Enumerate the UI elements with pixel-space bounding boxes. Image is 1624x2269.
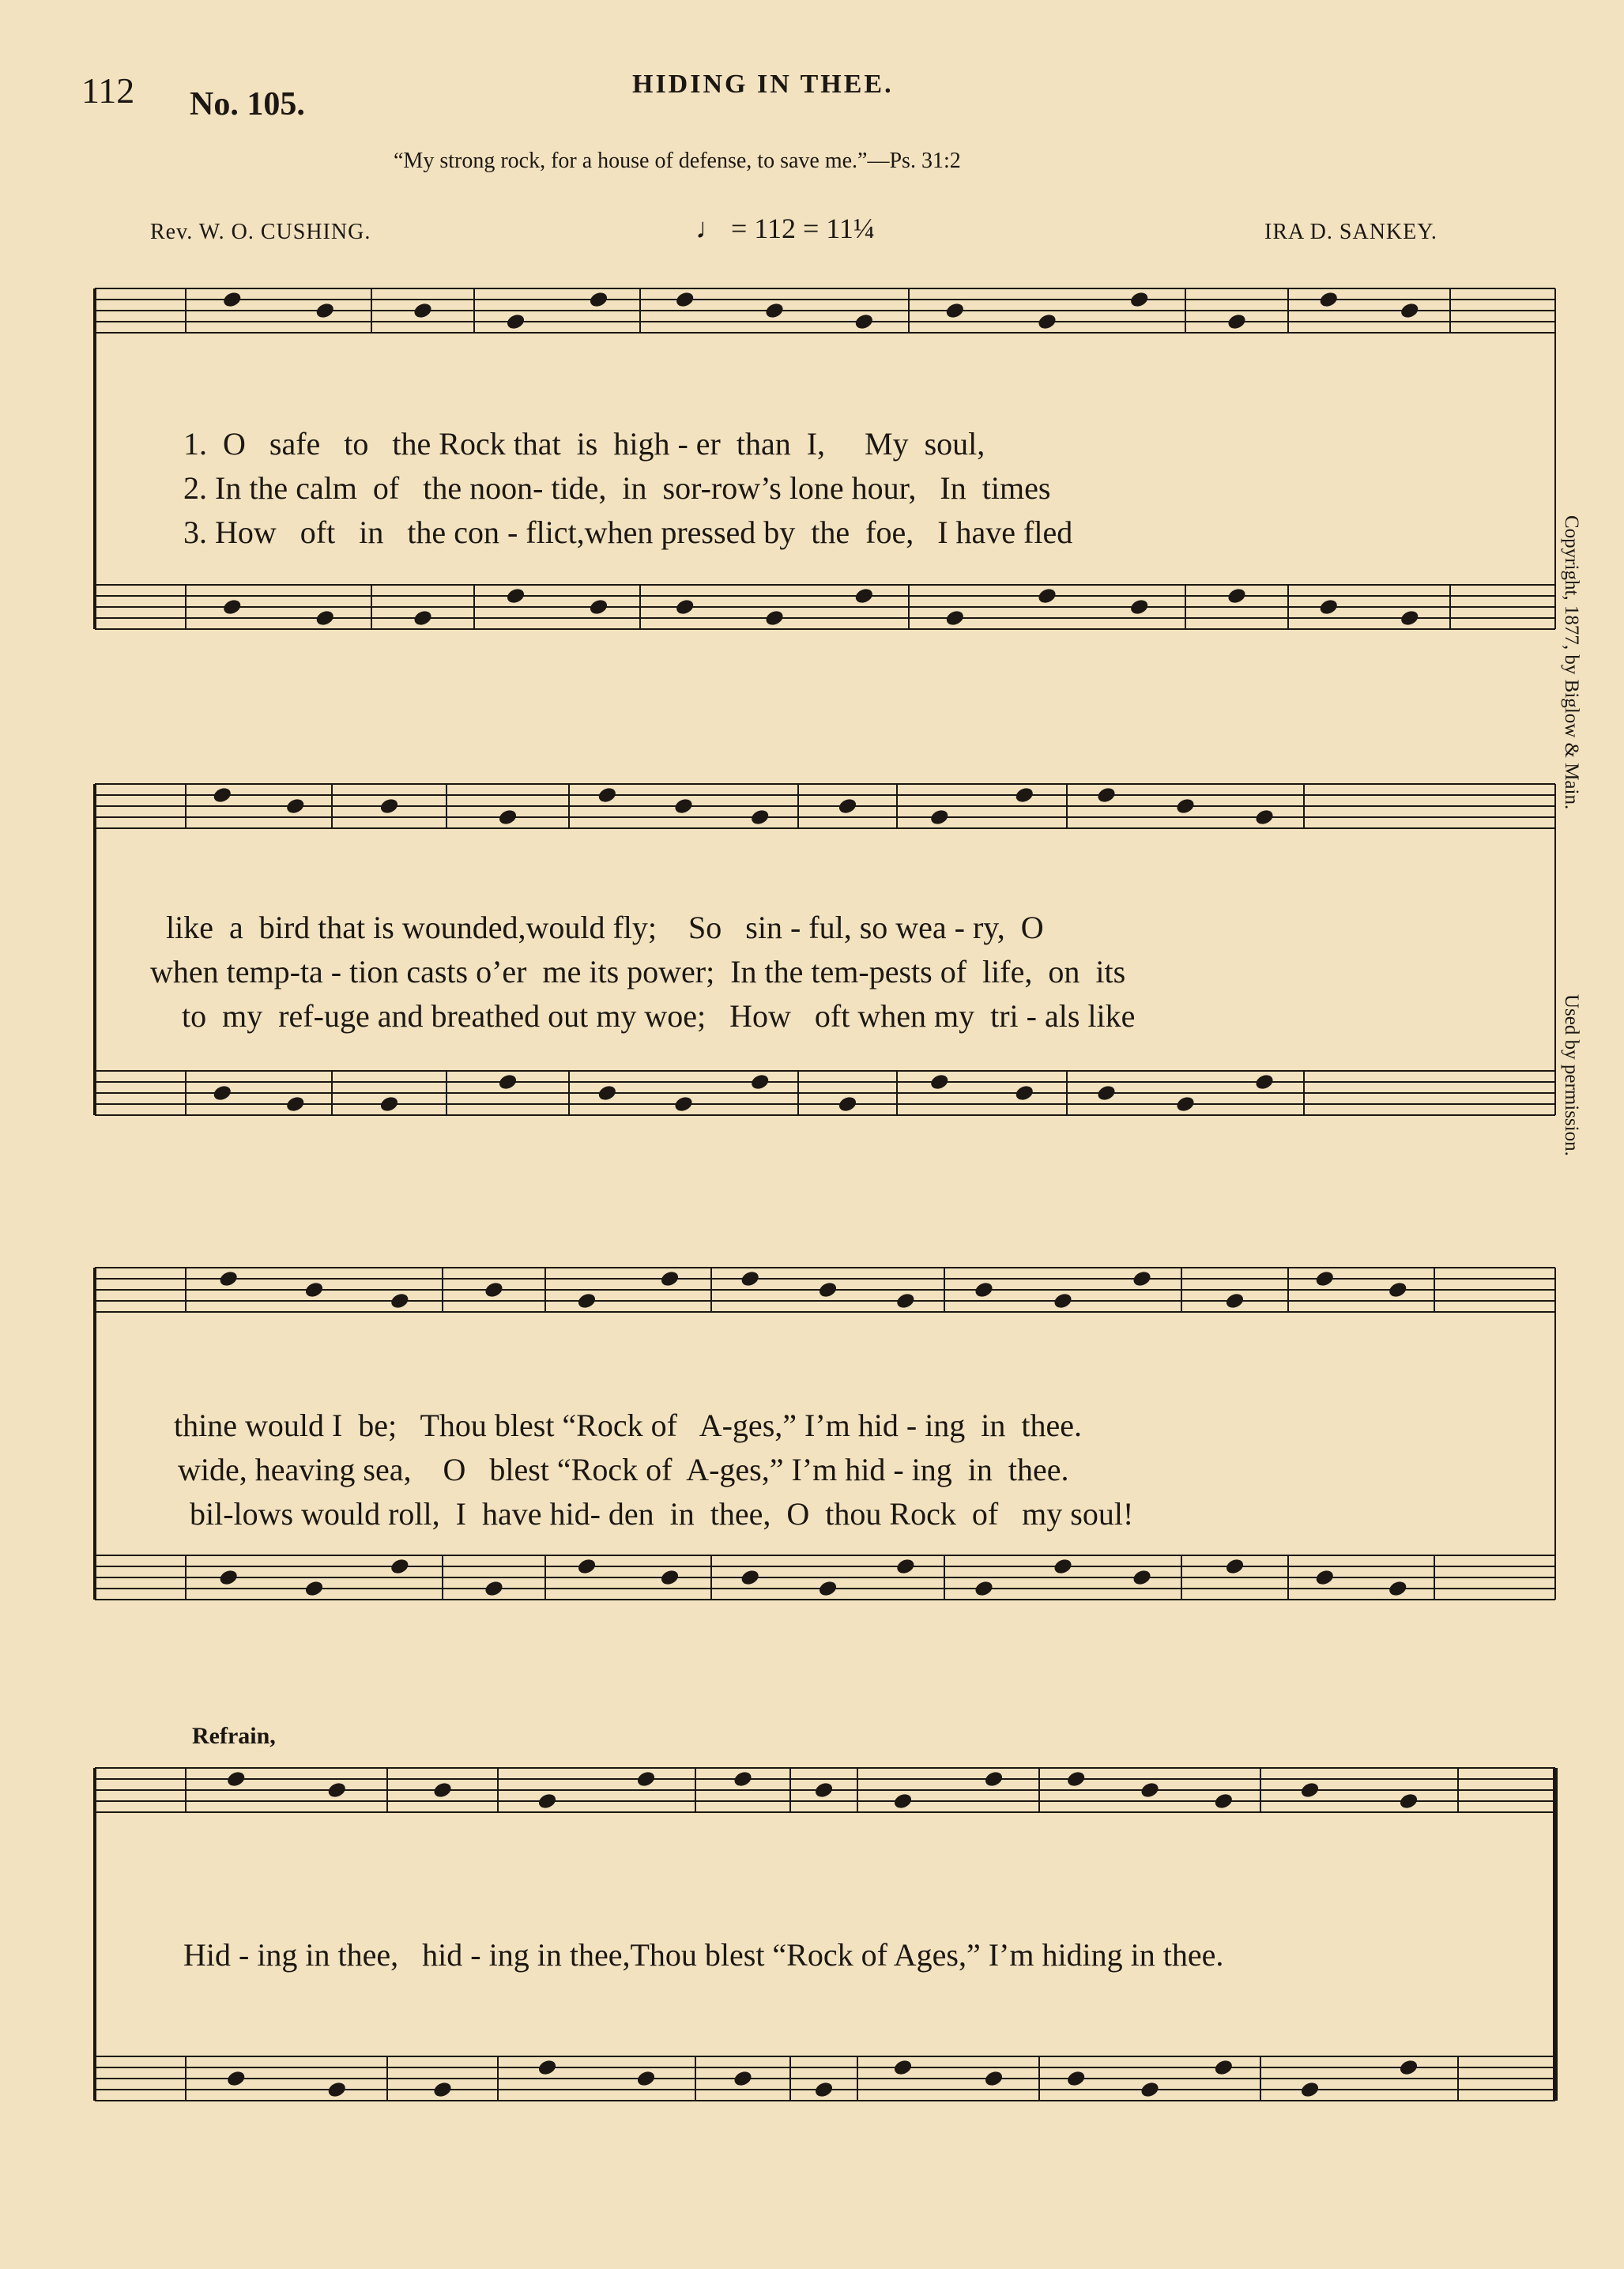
verse-1-line-3: thine would I be; Thou blest “Rock of A-ges,” I’m hid - ing in thee.: [174, 1408, 1083, 1443]
verse-2-line-3: wide, heaving sea, O blest “Rock of A-ges,” I’m hid - ing in thee.: [178, 1452, 1069, 1487]
verse-1-line-1: 1. O safe to the Rock that is high - er than I, My soul,: [183, 426, 985, 462]
refrain-lyric: Hid - ing in thee, hid - ing in thee,Thou blest “Rock of Ages,” I’m hiding in thee.: [183, 1937, 1224, 1973]
verse-1-line-2: like a bird that is wounded,would fly; So sin - ful, so wea - ry, O: [166, 910, 1044, 945]
permission-note: Used by permission.: [1561, 994, 1582, 1156]
composer-credit: IRA D. SANKEY.: [1264, 220, 1437, 244]
verse-3-line-3: bil-lows would roll, I have hid- den in thee, O thou Rock of my soul!: [182, 1496, 1134, 1532]
verse-2-line-1: 2. In the calm of the noon- tide, in sor-row’s lone hour, In times: [183, 470, 1051, 506]
verse-3-line-1: 3. How oft in the con - flict,when pressed by the foe, I have fled: [183, 514, 1073, 550]
copyright-note: Copyright, 1877, by Biglow & Main.: [1561, 515, 1582, 810]
hymn-title: HIDING IN THEE.: [632, 70, 894, 99]
tempo-marking: ♩ = 112 = 11¼: [695, 213, 875, 244]
hymn-number: No. 105.: [190, 86, 305, 122]
epigraph: “My strong rock, for a house of defense, to save me.”—Ps. 31:2: [394, 149, 961, 173]
author-credit: Rev. W. O. CUSHING.: [150, 220, 371, 244]
verse-2-line-2: when temp-ta - tion casts o’er me its power; In the tem-pests of life, on its: [150, 954, 1126, 989]
verse-3-line-2: to my ref-uge and breathed out my woe; How oft when my tri - als like: [182, 998, 1136, 1034]
refrain-label: Refrain,: [192, 1723, 276, 1749]
page-number: 112: [81, 70, 135, 111]
